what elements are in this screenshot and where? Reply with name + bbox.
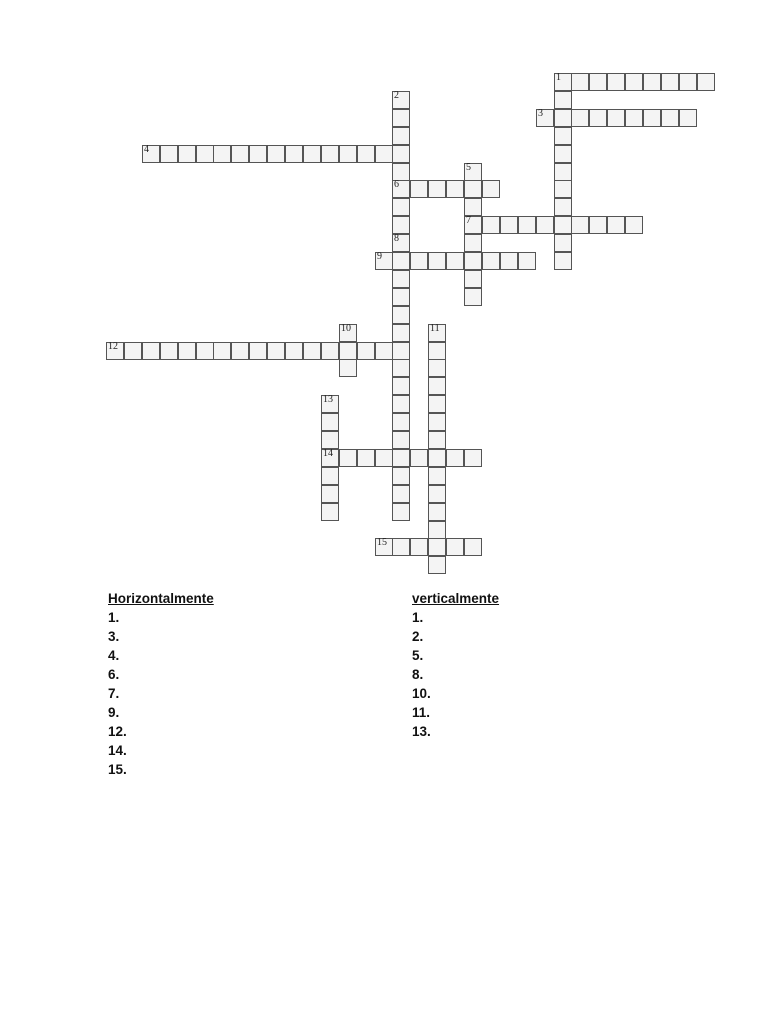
crossword-cell[interactable]	[554, 216, 572, 234]
crossword-cell[interactable]	[428, 359, 446, 377]
crossword-cell[interactable]	[106, 342, 124, 360]
crossword-cell[interactable]	[267, 342, 285, 360]
crossword-cell[interactable]	[357, 342, 375, 360]
crossword-cell[interactable]	[697, 73, 715, 91]
crossword-cell[interactable]	[446, 252, 464, 270]
crossword-cell[interactable]	[392, 145, 410, 163]
crossword-cell[interactable]	[392, 503, 410, 521]
down-heading: verticalmente	[412, 591, 500, 606]
crossword-cell[interactable]	[392, 324, 410, 342]
crossword-cell[interactable]	[142, 145, 160, 163]
crossword-cell[interactable]	[285, 145, 303, 163]
crossword-cell[interactable]	[392, 467, 410, 485]
clue-number: 2	[394, 90, 399, 101]
clue-number: 1	[556, 72, 561, 83]
crossword-cell[interactable]	[178, 145, 196, 163]
crossword-cell[interactable]	[464, 288, 482, 306]
crossword-cell[interactable]	[142, 342, 160, 360]
crossword-cell[interactable]	[518, 216, 536, 234]
crossword-cell[interactable]	[375, 342, 393, 360]
crossword-cell[interactable]	[321, 467, 339, 485]
crossword-cell[interactable]	[249, 145, 267, 163]
crossword-cell[interactable]	[428, 449, 446, 467]
crossword-cell[interactable]	[446, 180, 464, 198]
clue-across-12: 12.	[108, 724, 127, 739]
crossword-cell[interactable]	[321, 449, 339, 467]
crossword-cell[interactable]	[571, 216, 589, 234]
clue-number: 9	[377, 251, 382, 262]
crossword-cell[interactable]	[213, 145, 231, 163]
crossword-cell[interactable]	[392, 485, 410, 503]
crossword-cell[interactable]	[339, 324, 357, 342]
crossword-cell[interactable]	[339, 342, 357, 360]
crossword-cell[interactable]	[571, 109, 589, 127]
crossword-cell[interactable]	[392, 109, 410, 127]
crossword-cell[interactable]	[607, 73, 625, 91]
crossword-cell[interactable]	[428, 377, 446, 395]
crossword-cell[interactable]	[464, 252, 482, 270]
crossword-cell[interactable]	[554, 145, 572, 163]
crossword-cell[interactable]	[357, 449, 375, 467]
crossword-cell[interactable]	[428, 413, 446, 431]
crossword-cell[interactable]	[410, 252, 428, 270]
clue-number: 13	[323, 394, 333, 405]
crossword-cell[interactable]	[392, 234, 410, 252]
clue-number: 5	[466, 162, 471, 173]
clue-down-10: 10.	[412, 686, 431, 701]
crossword-cell[interactable]	[554, 163, 572, 181]
crossword-cell[interactable]	[464, 216, 482, 234]
crossword-cell[interactable]	[428, 521, 446, 539]
crossword-cell[interactable]	[607, 216, 625, 234]
crossword-cell[interactable]	[392, 91, 410, 109]
crossword-cell[interactable]	[464, 270, 482, 288]
crossword-cell[interactable]	[518, 252, 536, 270]
crossword-cell[interactable]	[392, 127, 410, 145]
crossword-cell[interactable]	[500, 252, 518, 270]
crossword-cell[interactable]	[196, 342, 214, 360]
crossword-cell[interactable]	[303, 145, 321, 163]
clue-number: 15	[377, 537, 387, 548]
crossword-cell[interactable]	[554, 198, 572, 216]
clue-down-8: 8.	[412, 667, 424, 682]
crossword-cell[interactable]	[464, 180, 482, 198]
crossword-cell[interactable]	[392, 377, 410, 395]
clue-across-14: 14.	[108, 743, 127, 758]
clue-number: 10	[341, 323, 351, 334]
crossword-cell[interactable]	[267, 145, 285, 163]
crossword-cell[interactable]	[482, 216, 500, 234]
crossword-cell[interactable]	[464, 198, 482, 216]
crossword-cell[interactable]	[321, 431, 339, 449]
crossword-cell[interactable]	[339, 145, 357, 163]
clue-down-13: 13.	[412, 724, 431, 739]
crossword-cell[interactable]	[661, 73, 679, 91]
crossword-cell[interactable]	[410, 449, 428, 467]
crossword-cell[interactable]	[464, 538, 482, 556]
crossword-cell[interactable]	[571, 73, 589, 91]
clue-across-1: 1.	[108, 610, 120, 625]
crossword-cell[interactable]	[357, 145, 375, 163]
crossword-cell[interactable]	[231, 342, 249, 360]
clue-down-11: 11.	[412, 705, 431, 720]
clue-number: 3	[538, 108, 543, 119]
crossword-cell[interactable]	[375, 145, 393, 163]
crossword-cell[interactable]	[607, 109, 625, 127]
crossword-cell[interactable]	[554, 91, 572, 109]
down-clue-list	[412, 608, 499, 741]
crossword-cell[interactable]	[231, 145, 249, 163]
crossword-cell[interactable]	[536, 216, 554, 234]
crossword-cell[interactable]	[303, 342, 321, 360]
crossword-cell[interactable]	[321, 503, 339, 521]
crossword-cell[interactable]	[428, 485, 446, 503]
crossword-cell[interactable]	[428, 467, 446, 485]
crossword-cell[interactable]	[213, 342, 231, 360]
crossword-cell[interactable]	[643, 73, 661, 91]
clue-down-1: 1.	[412, 610, 424, 625]
clue-number: 4	[144, 144, 149, 155]
crossword-cell[interactable]	[392, 306, 410, 324]
crossword-cell[interactable]	[625, 216, 643, 234]
crossword-cell[interactable]	[464, 163, 482, 181]
crossword-cell[interactable]	[321, 485, 339, 503]
crossword-cell[interactable]	[661, 109, 679, 127]
crossword-cell[interactable]	[625, 109, 643, 127]
crossword-cell[interactable]	[392, 270, 410, 288]
crossword-cell[interactable]	[589, 109, 607, 127]
clue-across-6: 6.	[108, 667, 120, 682]
crossword-cell[interactable]	[554, 109, 572, 127]
clue-number: 12	[108, 341, 118, 352]
crossword-cell[interactable]	[160, 145, 178, 163]
crossword-cell[interactable]	[392, 395, 410, 413]
clue-down-5: 5.	[412, 648, 424, 663]
clue-number: 8	[394, 233, 399, 244]
crossword-cell[interactable]	[410, 180, 428, 198]
crossword-cell[interactable]	[178, 342, 196, 360]
crossword-cell[interactable]	[375, 252, 393, 270]
crossword-cell[interactable]	[392, 359, 410, 377]
crossword-cell[interactable]	[124, 342, 142, 360]
crossword-cell[interactable]	[410, 538, 428, 556]
crossword-cell[interactable]	[392, 216, 410, 234]
crossword-cell[interactable]	[428, 431, 446, 449]
crossword-cell[interactable]	[339, 359, 357, 377]
crossword-cell[interactable]	[554, 234, 572, 252]
crossword-cell[interactable]	[464, 449, 482, 467]
crossword-cell[interactable]	[428, 180, 446, 198]
crossword-cell[interactable]	[482, 252, 500, 270]
crossword-cell[interactable]	[589, 73, 607, 91]
crossword-cell[interactable]	[392, 342, 410, 360]
clue-across-7: 7.	[108, 686, 120, 701]
crossword-cell[interactable]	[392, 288, 410, 306]
crossword-cell[interactable]	[392, 252, 410, 270]
crossword-cell[interactable]	[392, 413, 410, 431]
crossword-cell[interactable]	[679, 109, 697, 127]
clue-number: 14	[323, 448, 333, 459]
crossword-cell[interactable]	[375, 449, 393, 467]
clue-across-15: 15.	[108, 762, 127, 777]
clue-across-9: 9.	[108, 705, 120, 720]
crossword-cell[interactable]	[428, 503, 446, 521]
crossword-cell[interactable]	[536, 109, 554, 127]
crossword-cell[interactable]	[392, 449, 410, 467]
crossword-cell[interactable]	[554, 73, 572, 91]
crossword-cell[interactable]	[321, 395, 339, 413]
crossword-cell[interactable]	[392, 538, 410, 556]
crossword-cell[interactable]	[339, 449, 357, 467]
across-heading: Horizontalmente	[108, 591, 214, 606]
crossword-cell[interactable]	[428, 252, 446, 270]
crossword-cell[interactable]	[428, 324, 446, 342]
crossword-cell[interactable]	[196, 145, 214, 163]
crossword-cell[interactable]	[249, 342, 267, 360]
crossword-cell[interactable]	[392, 180, 410, 198]
crossword-cell[interactable]	[679, 73, 697, 91]
crossword-cell[interactable]	[482, 180, 500, 198]
crossword-cell[interactable]	[375, 538, 393, 556]
crossword-cell[interactable]	[321, 145, 339, 163]
crossword-cell[interactable]	[554, 180, 572, 198]
crossword-cell[interactable]	[321, 342, 339, 360]
across-clues	[108, 589, 214, 779]
clue-across-3: 3.	[108, 629, 120, 644]
crossword-cell[interactable]	[428, 538, 446, 556]
clue-number: 11	[430, 323, 440, 334]
crossword-cell[interactable]	[428, 342, 446, 360]
crossword-cell[interactable]	[392, 198, 410, 216]
crossword-cell[interactable]	[321, 413, 339, 431]
clue-across-4: 4.	[108, 648, 120, 663]
crossword-cell[interactable]	[392, 431, 410, 449]
clue-number: 6	[394, 179, 399, 190]
across-clue-list	[108, 608, 214, 779]
clue-number: 7	[466, 215, 471, 226]
crossword-cell[interactable]	[643, 109, 661, 127]
clue-down-2: 2.	[412, 629, 424, 644]
crossword-cell[interactable]	[589, 216, 607, 234]
crossword-cell[interactable]	[160, 342, 178, 360]
crossword-cell[interactable]	[428, 556, 446, 574]
crossword-cell[interactable]	[446, 449, 464, 467]
crossword-cell[interactable]	[554, 252, 572, 270]
crossword-cell[interactable]	[625, 73, 643, 91]
crossword-cell[interactable]	[554, 127, 572, 145]
crossword-cell[interactable]	[464, 234, 482, 252]
crossword-cell[interactable]	[428, 395, 446, 413]
crossword-cell[interactable]	[446, 538, 464, 556]
crossword-cell[interactable]	[500, 216, 518, 234]
crossword-cell[interactable]	[285, 342, 303, 360]
down-clues	[412, 589, 499, 741]
